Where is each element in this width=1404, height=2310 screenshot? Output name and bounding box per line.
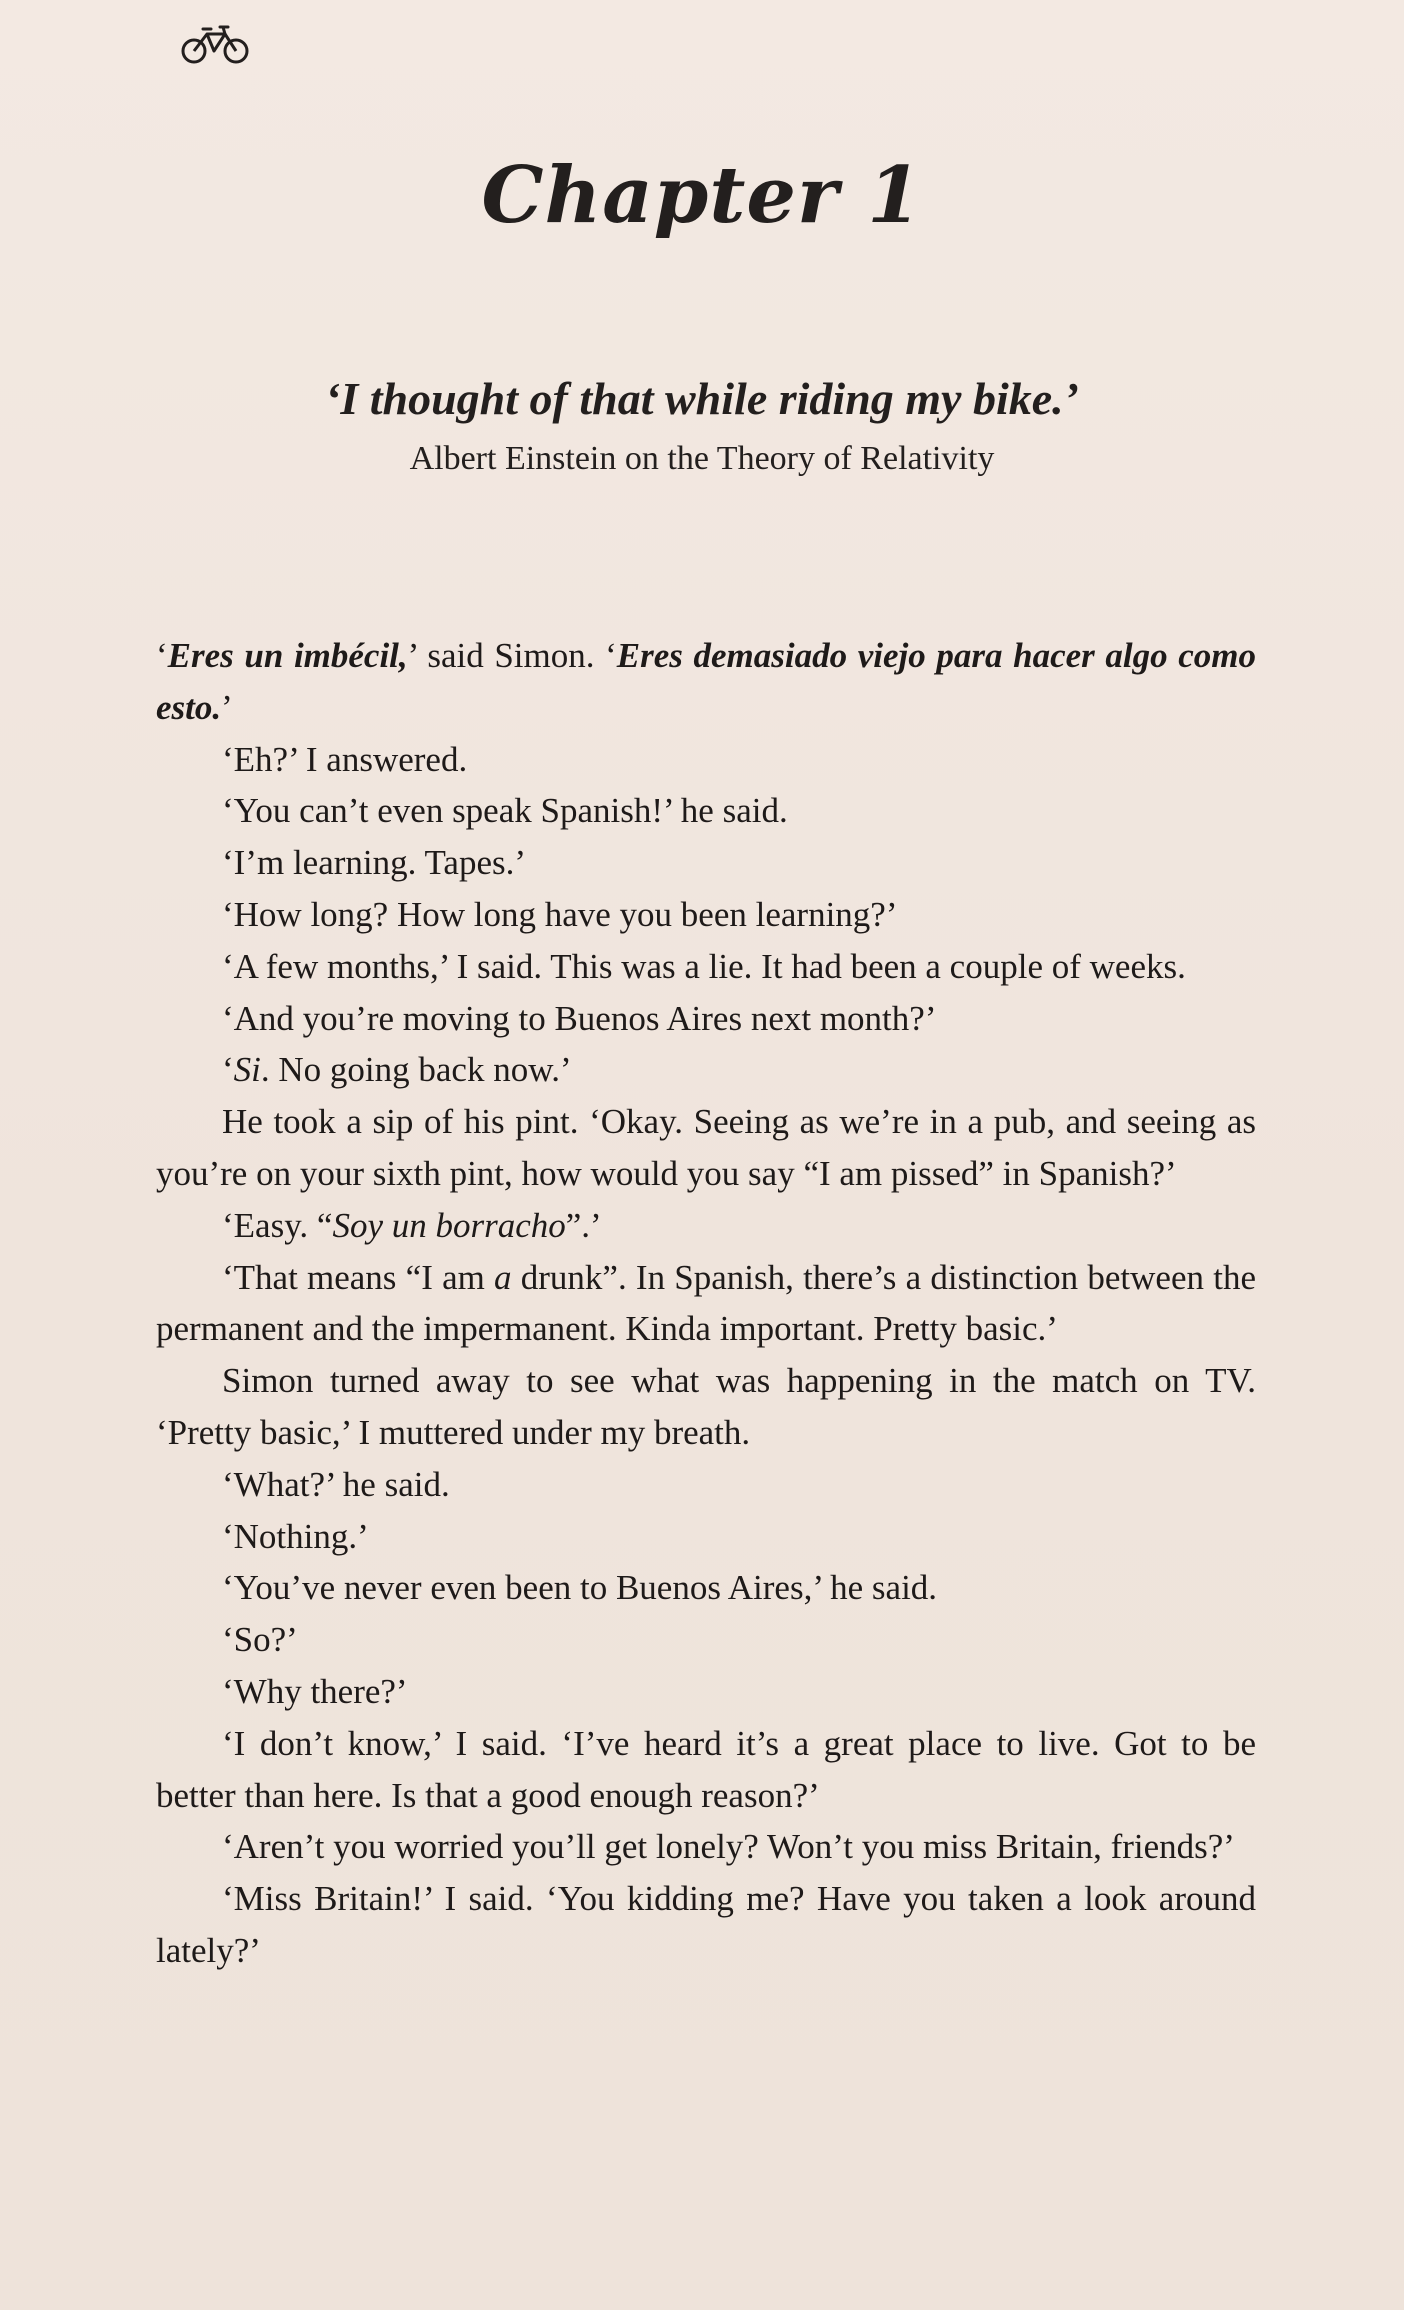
bicycle-icon xyxy=(180,24,250,66)
paragraph: ‘Why there?’ xyxy=(222,1671,408,1711)
paragraph: ‘So?’ xyxy=(222,1620,298,1660)
paragraph: ‘And you’re moving to Buenos Aires next month?’ xyxy=(222,998,937,1038)
paragraph: He took a sip of his pint. ‘Okay. Seeing as we’re in a pub, and seeing as you’re on your sixth pint, how would you say “I am pissed” in Spanish?’ xyxy=(156,1102,1256,1193)
paragraph: ‘Eres un imbécil,’ said Simon. ‘Eres demasiado viejo para hacer algo como esto.’ xyxy=(156,636,1256,727)
epigraph-quote: ‘I thought of that while riding my bike.’ xyxy=(325,373,1079,424)
spanish-phrase: Eres un imbécil, xyxy=(167,636,408,675)
paragraph: ‘You can’t even speak Spanish!’ he said. xyxy=(222,791,788,831)
paragraph: Simon turned away to see what was happening in the match on TV. ‘Pretty basic,’ I muttered under my breath. xyxy=(156,1361,1256,1452)
paragraph: ‘Miss Britain!’ I said. ‘You kidding me? Have you taken a look around lately?’ xyxy=(156,1879,1256,1970)
paragraph: ‘I don’t know,’ I said. ‘I’ve heard it’s a great place to live. Got to be better than here. Is that a good enough reason?’ xyxy=(156,1723,1256,1815)
epigraph-attribution: Albert Einstein on the Theory of Relativity xyxy=(409,440,995,477)
paragraph: ‘What?’ he said. xyxy=(222,1464,450,1504)
paragraph: ‘Easy. “Soy un borracho”.’ xyxy=(222,1205,602,1245)
chapter-title: Chapter 1 xyxy=(481,150,923,241)
paragraph: ‘How long? How long have you been learning?’ xyxy=(222,894,898,934)
paragraph: ‘A few months,’ I said. This was a lie. It had been a couple of weeks. xyxy=(222,946,1186,986)
paragraph: ‘Eh?’ I answered. xyxy=(222,739,468,779)
spanish-word: Si xyxy=(233,1050,261,1090)
spanish-phrase: Soy un borracho xyxy=(332,1205,566,1245)
paragraph: ‘You’ve never even been to Buenos Aires,’ he said. xyxy=(222,1568,938,1608)
paragraph: ‘Si. No going back now.’ xyxy=(222,1050,572,1090)
spanish-phrase: Eres demasiado viejo para hacer algo como esto. xyxy=(156,636,1256,727)
paragraph: ‘Aren’t you worried you’ll get lonely? Won’t you miss Britain, friends?’ xyxy=(222,1827,1235,1867)
paragraph: ‘I’m learning. Tapes.’ xyxy=(222,843,527,883)
body-text xyxy=(156,630,1256,1977)
paragraph: ‘Nothing.’ xyxy=(222,1516,369,1556)
emphasis: a xyxy=(494,1257,512,1297)
paragraph: ‘That means “I am a drunk”. In Spanish, there’s a distinction between the permanent and the impermanent. Kinda important. Pretty basic.’ xyxy=(156,1257,1256,1349)
